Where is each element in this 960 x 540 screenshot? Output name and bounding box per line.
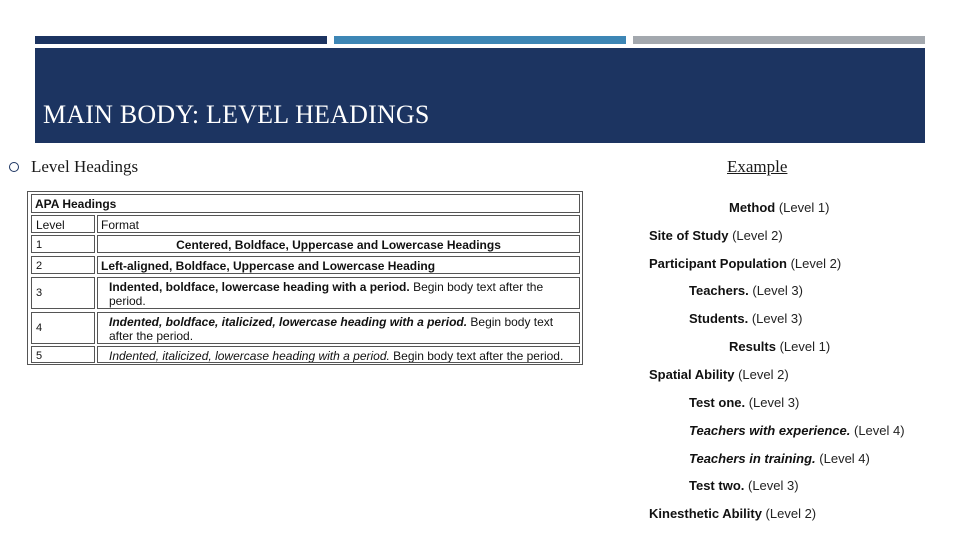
example-level-text: (Level 3) xyxy=(748,311,803,326)
table-row-format xyxy=(97,256,580,274)
example-heading-text: Method xyxy=(729,200,776,215)
example-level-text: (Level 3) xyxy=(744,478,799,493)
format-plain-text: Begin body text after the period. xyxy=(389,349,564,363)
bullet-text: Level Headings xyxy=(31,157,139,176)
bullet-circle-icon xyxy=(9,162,19,172)
example-item xyxy=(689,423,905,438)
example-item xyxy=(729,200,829,215)
example-item xyxy=(649,367,789,382)
format-bold-text: Indented, boldface, lowercase heading with a period. xyxy=(109,280,410,294)
example-heading-text: Test two. xyxy=(689,478,745,493)
accent-bar-blue xyxy=(334,36,626,44)
example-level-text: (Level 3) xyxy=(745,395,800,410)
example-level-text: (Level 2) xyxy=(728,228,783,243)
example-level-text: (Level 2) xyxy=(734,367,789,382)
table-row-level: 1 xyxy=(31,235,95,253)
example-item xyxy=(649,228,783,243)
example-item xyxy=(689,283,803,298)
format-bold-text: Left-aligned, Boldface, Uppercase and Lowercase Heading xyxy=(101,259,436,273)
example-heading-text: Results xyxy=(729,339,776,354)
example-item xyxy=(689,311,802,326)
example-heading-text: Test one. xyxy=(689,395,746,410)
example-item xyxy=(689,395,799,410)
table-row-format xyxy=(97,277,580,309)
example-level-text: (Level 1) xyxy=(775,200,830,215)
example-heading-text: Teachers. xyxy=(689,283,749,298)
example-heading-text: Students. xyxy=(689,311,749,326)
example-item xyxy=(689,451,870,466)
bullet-level-headings xyxy=(9,157,138,177)
example-item xyxy=(689,478,799,493)
example-item xyxy=(649,506,816,521)
accent-bar-gray xyxy=(633,36,925,44)
example-level-text: (Level 3) xyxy=(748,283,803,298)
example-heading-text: Site of Study xyxy=(649,228,729,243)
format-bold-text: Centered, Boldface, Uppercase and Lowercase Headings xyxy=(176,238,501,252)
example-heading-text: Spatial Ability xyxy=(649,367,735,382)
table-row-format xyxy=(97,346,580,363)
format-italic-text: Indented, italicized, lowercase heading with a period. xyxy=(109,349,390,363)
title-band xyxy=(35,48,925,143)
table-row-format xyxy=(97,235,580,253)
table-caption: APA Headings xyxy=(31,194,580,213)
example-level-text: (Level 1) xyxy=(775,339,831,354)
table-row-level: 2 xyxy=(31,256,95,274)
accent-bar-navy xyxy=(35,36,327,44)
example-item xyxy=(649,256,841,271)
example-heading-text: Teachers in training. xyxy=(689,451,816,466)
slide-title: MAIN BODY: LEVEL HEADINGS xyxy=(43,100,430,129)
column-header-level: Level xyxy=(31,215,95,233)
table-row-level: 4 xyxy=(31,312,95,344)
example-item xyxy=(729,339,830,354)
example-heading-text: Teachers with experience. xyxy=(689,423,851,438)
example-level-text: (Level 4) xyxy=(850,423,905,438)
column-header-format: Format xyxy=(97,215,580,233)
example-heading: Example xyxy=(727,157,788,176)
example-heading-text: Participant Population xyxy=(649,256,787,271)
table-row-format xyxy=(97,312,580,344)
table-row-level: 3 xyxy=(31,277,95,309)
apa-headings-table xyxy=(27,191,583,365)
format-bold-italic-text: Indented, boldface, italicized, lowercase heading with a period. xyxy=(109,315,468,329)
example-heading-text: Kinesthetic Ability xyxy=(649,506,762,521)
example-level-text: (Level 2) xyxy=(786,256,842,271)
example-level-text: (Level 2) xyxy=(761,506,817,521)
table-row-level: 5 xyxy=(31,346,95,363)
format-plain-text: Begin body text after the period. xyxy=(109,280,544,308)
format-plain-text: Begin body text after the period. xyxy=(109,315,554,343)
example-level-text: (Level 4) xyxy=(815,451,870,466)
